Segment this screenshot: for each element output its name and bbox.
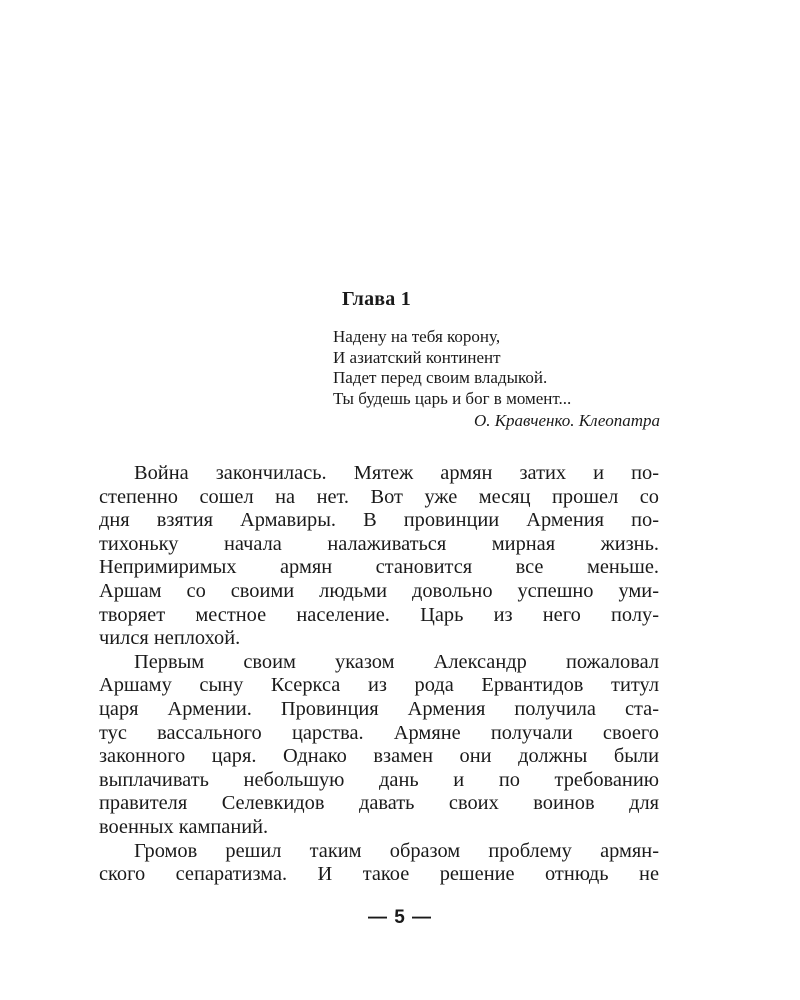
paragraph-line: чился неплохой. (99, 627, 241, 650)
epigraph-line: Падет перед своим владыкой. (333, 368, 548, 387)
paragraph-line: законного царя. Однако взамен они должны были (99, 745, 659, 768)
paragraph-line: Аршаму сыну Ксеркса из рода Ервантидов титул (99, 674, 659, 697)
body-text (99, 462, 659, 887)
paragraph-line: творяет местное население. Царь из него полу- (99, 603, 659, 626)
paragraph-line: царя Армении. Провинция Армения получила ста- (99, 697, 659, 720)
paragraph-line: Аршам со своими людьми довольно успешно уми- (99, 579, 659, 602)
epigraph-line: Надену на тебя корону, (333, 327, 501, 346)
paragraph-line: Война закончилась. Мятеж армян затих и по- (134, 462, 659, 484)
epigraph-line: И азиатский континент (333, 347, 501, 367)
epigraph (333, 327, 663, 432)
paragraph-line: ского сепаратизма. И такое решение отнюдь не (99, 863, 659, 886)
page-number: — 5 — (367, 907, 433, 928)
paragraph-line: тихоньку начала налаживаться мирная жизнь. (99, 532, 659, 555)
paragraph-line: Громов решил таким образом проблему армян- (134, 839, 659, 862)
paragraph-line: выплачивать небольшую дань и по требованию (99, 768, 659, 791)
epigraph-line: Ты будешь царь и бог в момент... (333, 388, 572, 408)
chapter-title: Глава 1 (342, 288, 411, 310)
paragraph-line: степенно сошел на нет. Вот уже месяц прошел со (99, 485, 659, 508)
paragraph-line: Первым своим указом Александр пожаловал (134, 650, 659, 673)
paragraph-line: Непримиримых армян становится все меньше. (99, 556, 659, 579)
paragraph-line: правителя Селевкидов давать своих воинов для (99, 792, 659, 815)
paragraph-line: дня взятия Армавиры. В провинции Армения по- (99, 509, 659, 532)
paragraph-line: военных кампаний. (99, 815, 269, 838)
paragraph-line: тус вассального царства. Армяне получали своего (99, 721, 659, 744)
epigraph-attribution: О. Кравченко. Клеопатра (473, 411, 660, 430)
